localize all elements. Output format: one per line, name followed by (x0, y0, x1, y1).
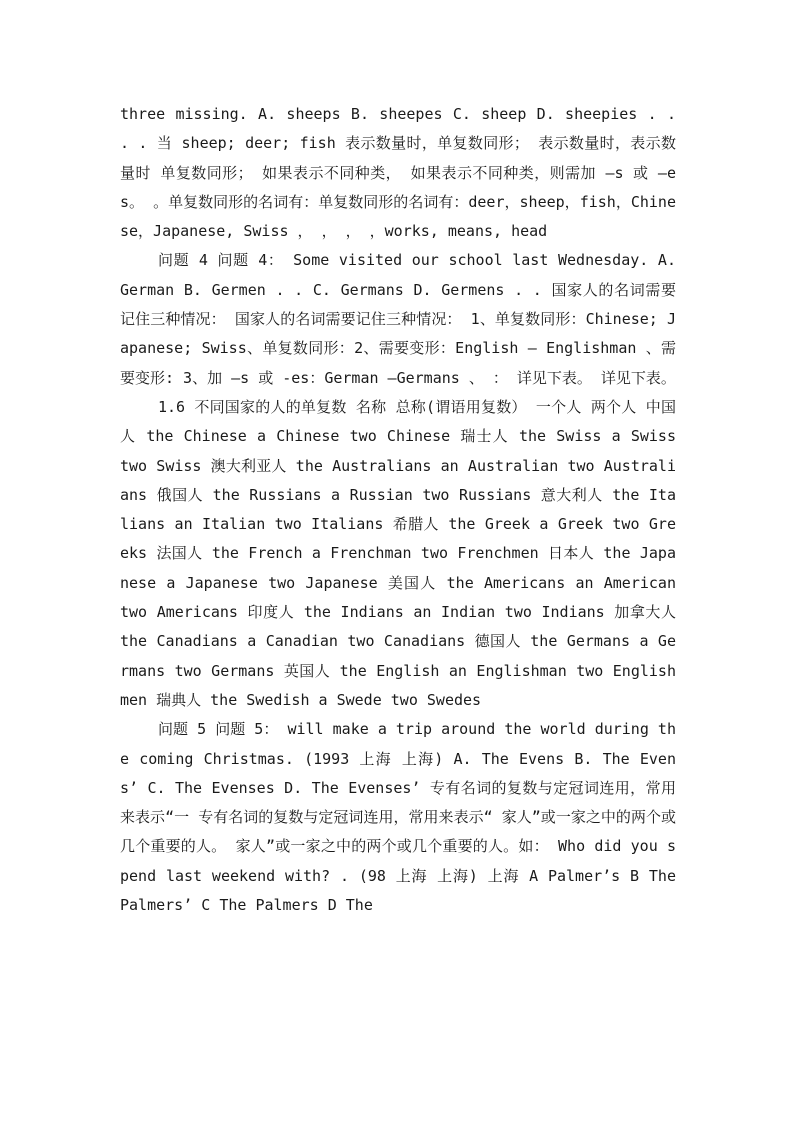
paragraph-question-5: 问题 5 问题 5： will make a trip around the world during the coming Christmas. (1993 上海 上海) A. The Evens B. The Evens’ C. The Evenses D. The Evenses’ 专有名词的复数与定冠词连用，常用来表示“一 专有名词的复数与定冠词连用，常用来表示“ 家人”或一家之中的两个或几个重要的人。 家人”或一家之中的两个或几个重要的人。如： Who did you spend last weekend with? . (98 上海 上海) 上海 A Palmer’s B The Palmers’ C The Palmers D The (120, 720, 676, 915)
paragraph-question-4: 问题 4 问题 4： Some visited our school last Wednesday. A. German B. Germen . . C. Germans D. Germens . . 国家人的名词需要记住三种情况： 国家人的名词需要记住三种情况： 1、单复数同形：Chinese; Japanese; Swiss、单复数同形：2、需要变形：English – Englishman 、需要变形: 3、加 –s 或 -es：German –Germans 、 ： 详见下表。 详见下表。 (120, 251, 676, 387)
paragraph-nationality-table: 1.6 不同国家的人的单复数 名称 总称(谓语用复数） 一个人 两个人 中国人 the Chinese a Chinese two Chinese 瑞士人 the Swiss a Swiss two Swiss 澳大利亚人 the Australians an Australian two Australians 俄国人 the Russians a Russian two Russians 意大利人 the Italians an Italian two Italians 希腊人 the Greek a Greek two Greeks 法国人 the French a Frenchman two Frenchmen 日本人 the Japanese a Japanese two Japanese 美国人 the Americans an American two Americans 印度人 the Indians an Indian two Indians 加拿大人 the Canadians a Canadian two Canadians 德国人 the Germans a Germans two Germans 英国人 the English an Englishman two Englishmen 瑞典人 the Swedish a Swede two Swedes (120, 397, 676, 709)
document-body (120, 100, 676, 920)
paragraph-sheep-explanation: three missing. A. sheeps B. sheepes C. sheep D. sheepies . . . . 当 sheep; deer; fish 表示数量时，单复数同形； 表示数量时，表示数量时 单复数同形； 如果表示不同种类， 如果表示不同种类，则需加 –s 或 –es。 。单复数同形的名词有：单复数同形的名词有：deer，sheep，fish，Chinese，Japanese, Swiss ， ， ， ，works, means, head (120, 105, 676, 241)
